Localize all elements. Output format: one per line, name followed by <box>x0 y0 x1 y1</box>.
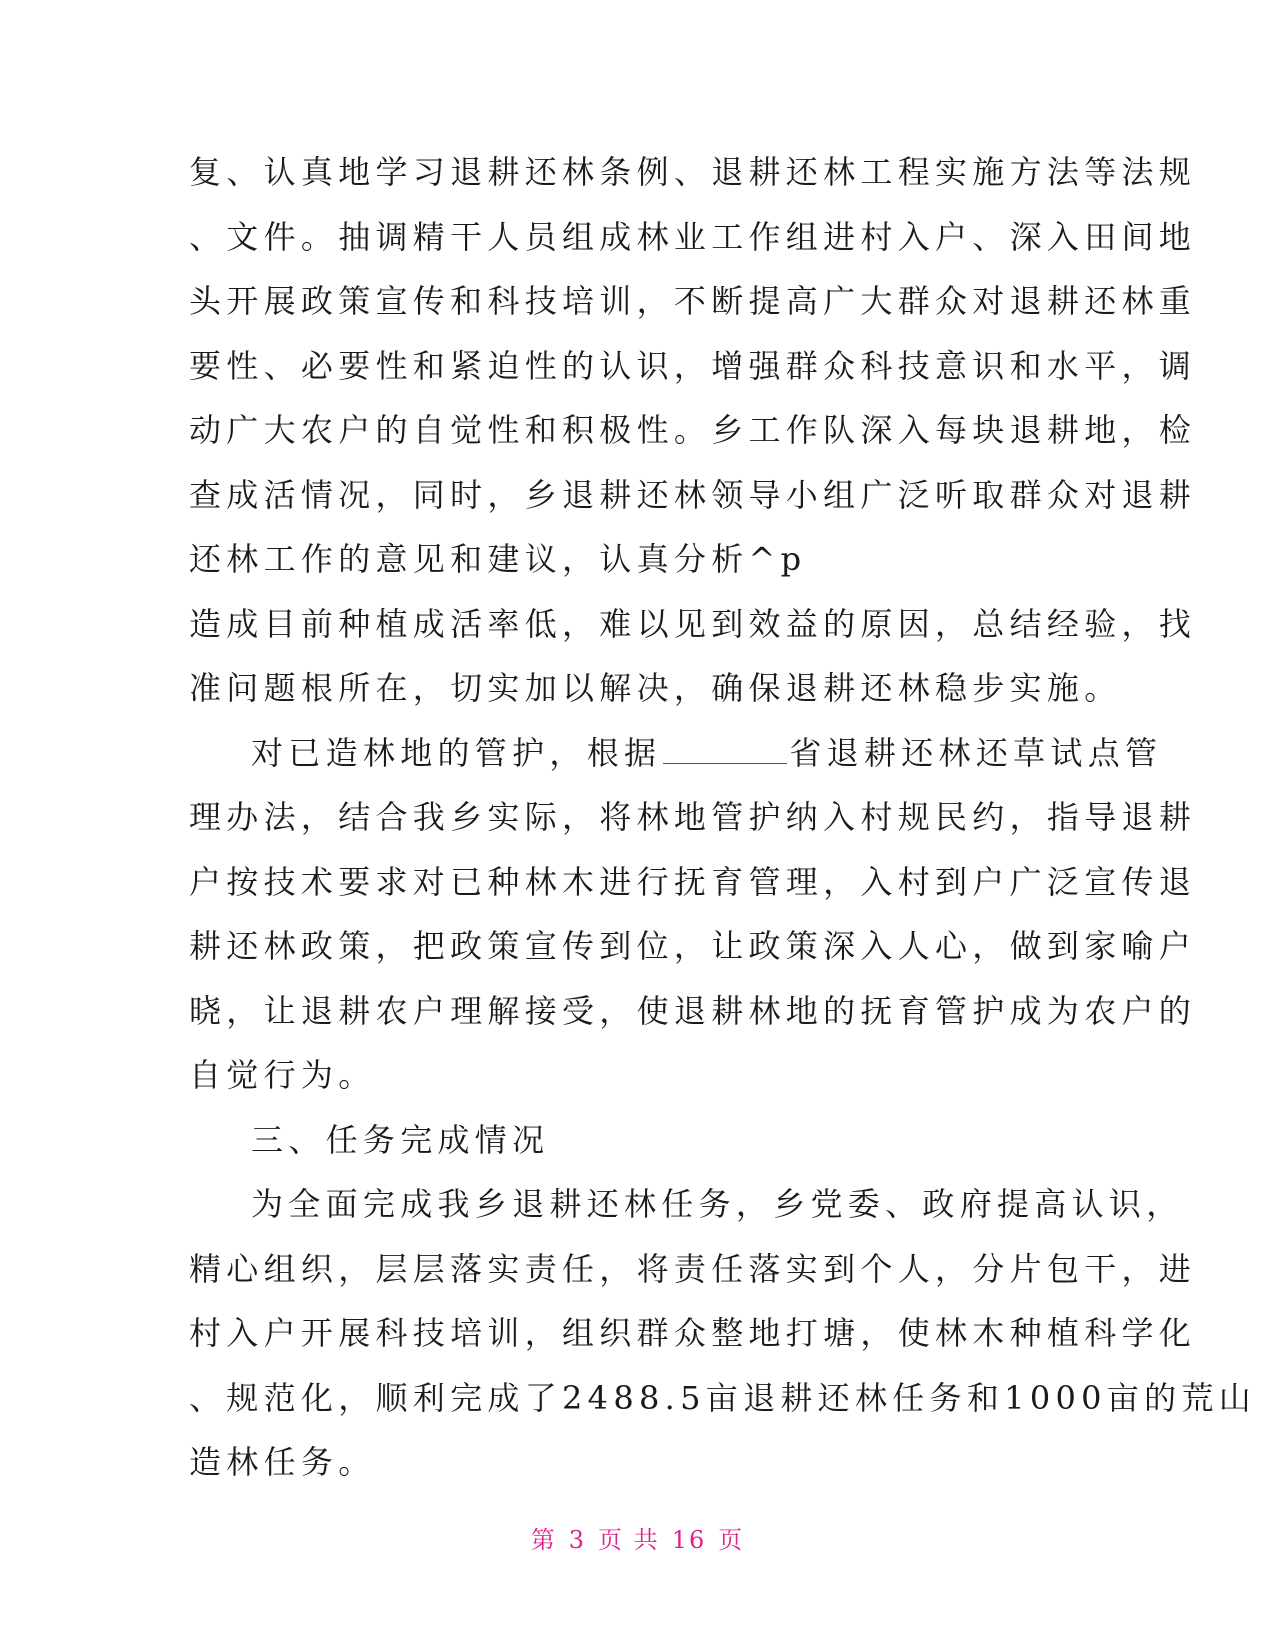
footer-total-pages: 16 <box>671 1526 707 1554</box>
page-number-footer <box>0 1520 1275 1555</box>
fill-in-blank <box>663 733 787 764</box>
text-line: 要性、必要性和紧迫性的认识，增强群众科技意识和水平，调 <box>189 346 1197 385</box>
text-line: 耕还林政策，把政策宣传到位，让政策深入人心，做到家喻户 <box>189 927 1197 965</box>
text-line: 查成活情况，同时，乡退耕还林领导小组广泛听取群众对退耕 <box>189 475 1197 514</box>
text-line: 、文件。抽调精干人员组成林业工作组进村入户、深入田间地 <box>189 217 1197 256</box>
text-line: 村入户开展科技培训，组织群众整地打塘，使林木种植科学化 <box>189 1314 1197 1352</box>
text-line: 准问题根所在，切实加以解决，确保退耕还林稳步实施。 <box>189 669 1122 707</box>
paragraph-2-lead: 对已造林地的管护，根据 <box>251 733 662 772</box>
footer-suffix: 页 <box>718 1526 745 1554</box>
section-heading: 三、任务完成情况 <box>251 1120 550 1159</box>
paragraph-2-first-line <box>189 721 1163 786</box>
text-line: 头开展政策宣传和科技培训，不断提高广大群众对退耕还林重 <box>189 282 1197 320</box>
text-line: 晓，让退耕农户理解接受，使退耕林地的抚育管护成为农户的 <box>189 991 1197 1030</box>
paragraph-2-lead-cont: 省退耕还林还草试点管 <box>789 733 1163 772</box>
footer-current-page: 3 <box>568 1526 587 1554</box>
footer-middle: 页 共 <box>598 1526 660 1554</box>
text-line: 理办法，结合我乡实际，将林地管护纳入村规民约，指导退耕 <box>189 798 1197 836</box>
document-body <box>189 140 1257 1495</box>
text-line: 自觉行为。 <box>189 1056 376 1094</box>
text-line: 复、认真地学习退耕还林条例、退耕还林工程实施方法等法规 <box>189 153 1197 191</box>
text-line: 造成目前种植成活率低，难以见到效益的原因，总结经验，找 <box>189 604 1197 643</box>
text-line: 户按技术要求对已种林木进行抚育管理，入村到户广泛宣传退 <box>189 862 1197 901</box>
text-line: 还林工作的意见和建议，认真分析^p <box>189 540 807 578</box>
text-line: 造林任务。 <box>189 1443 376 1481</box>
footer-prefix: 第 <box>530 1526 557 1554</box>
text-line: 、规范化，顺利完成了2488.5亩退耕还林任务和1000亩的荒山 <box>189 1378 1257 1417</box>
text-line: 动广大农户的自觉性和积极性。乡工作队深入每块退耕地，检 <box>189 411 1197 449</box>
text-line: 精心组织，层层落实责任，将责任落实到个人，分片包干，进 <box>189 1249 1197 1288</box>
text-line: 为全面完成我乡退耕还林任务，乡党委、政府提高认识， <box>251 1185 1184 1223</box>
